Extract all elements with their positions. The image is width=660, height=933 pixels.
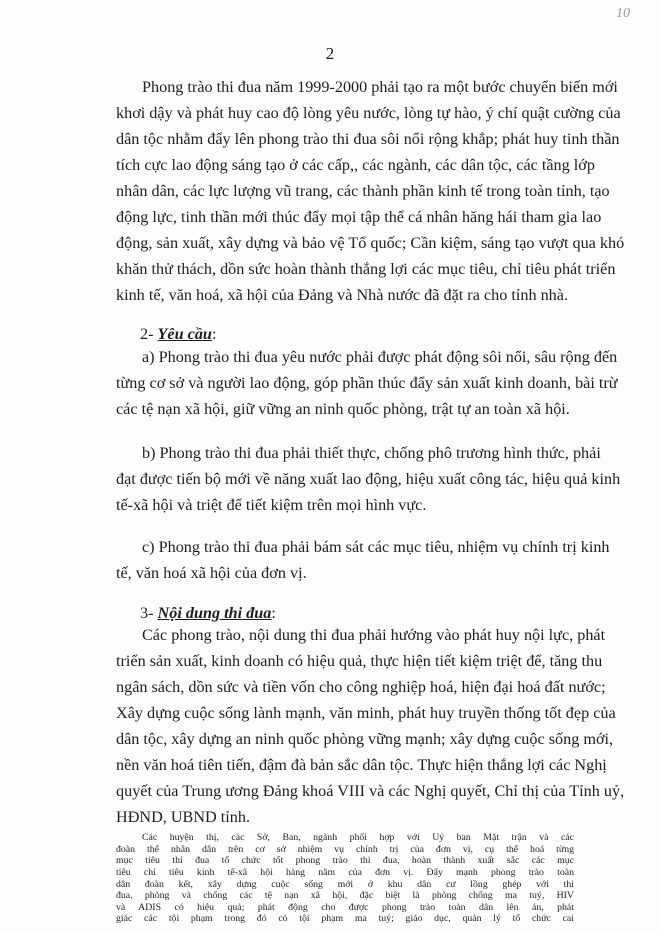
- paragraph-line: a) Phong trào thi đua yêu nước phải được phát động sôi nổi, sâu rộng đến: [142, 348, 618, 366]
- paragraph-line: tiêu chỉ tiêu kinh tế-xã hội hàng năm của đơn vị. Đẩy mạnh phong trào toàn: [116, 866, 574, 878]
- paragraph-line: tế-xã hội và triệt để tiết kiệm trên mọi hình vực.: [116, 496, 427, 514]
- paragraph-line: dân tộc, xây dựng an ninh quốc phòng vững mạnh; xây dựng cuộc sống mới,: [116, 730, 614, 748]
- section-number: 3-: [140, 604, 154, 622]
- paragraph-line: Phong trào thi đua năm 1999-2000 phải tạo ra một bước chuyển biến mới: [142, 78, 618, 96]
- section-heading-content: [140, 603, 276, 623]
- paragraph-line: đoàn thể nhân dân trên cơ sở nhiệm vụ chính trị của đơn vị, cụ thể hoá từng: [116, 843, 574, 855]
- section-suffix: :: [211, 325, 217, 343]
- paragraph-line: kinh tế, văn hoá, xã hội của Đảng và Nhà nước đã đặt ra cho tỉnh nhà.: [116, 286, 569, 304]
- paragraph-line: giác các tội phạm trong đó có tội phạm ma tuý; giáo dục, quản lý tổ chức cai: [116, 913, 574, 925]
- paragraph-line: dân tộc nhằm đẩy lên phong trào thi đua sôi nổi rộng khắp; phát huy tinh thần: [116, 130, 620, 148]
- paragraph-line: c) Phong trào thi đua phải bám sát các mục tiêu, nhiệm vụ chính trị kinh: [142, 538, 610, 556]
- paragraph-line: b) Phong trào thi đua phải thiết thực, chống phô trương hình thức, phải: [142, 444, 601, 462]
- section-suffix: :: [271, 604, 276, 622]
- section-number: 2-: [140, 325, 154, 343]
- paragraph-line: động lực, tinh thần mới thúc đẩy mọi tập thể cá nhân hăng hái tham gia lao: [116, 208, 602, 226]
- paragraph-line: HĐND, UBND tỉnh.: [116, 808, 250, 826]
- paragraph-line: quyết của Trung ương Đảng khoá VIII và các Nghị quyết, Chỉ thị của Tỉnh uỷ,: [116, 782, 625, 800]
- paragraph-line: nền văn hoá tiên tiến, đậm đà bản sắc dân tộc. Thực hiện thắng lợi các Nghị: [116, 756, 607, 774]
- paragraph-line: ngân sách, dồn sức và tiền vốn cho công nghiệp hoá, hiện đại hoá đất nước;: [116, 678, 606, 696]
- page-number: 2: [325, 44, 335, 63]
- paragraph-line: khơi dậy và phát huy cao độ lòng yêu nước, lòng tự hào, ý chí quật cường của: [116, 104, 621, 122]
- paragraph-line: tích cực lao động sáng tạo ở các cấp,, các ngành, các dân tộc, các tầng lớp: [116, 156, 595, 174]
- paragraph-line: đạt được tiến bộ mới về năng xuất lao động, hiệu xuất công tác, hiệu quả kinh: [116, 470, 621, 488]
- section-title: Nội dung thi đua: [157, 604, 272, 622]
- paragraph-line: triển sản xuất, kinh doanh có hiệu quả, thực hiện tiết kiệm triệt để, tăng thu: [116, 652, 603, 670]
- paragraph-line: tế, văn hoá xã hội của đơn vị.: [116, 564, 307, 582]
- paragraph-line: từng cơ sở và người lao động, góp phần thúc đẩy sản xuất kinh doanh, bài trừ: [116, 374, 618, 392]
- paragraph-line: mục tiêu thi đua tổ chức tốt phong trào thi đua, hoàn thành xuất sắc các mục: [116, 855, 574, 867]
- paragraph-line: Các huyện thị, các Sở, Ban, ngành phối hợp với Uỷ ban Mặt trận và các: [142, 832, 574, 843]
- paragraph-line: động, sản xuất, xây dựng và bảo vệ Tổ quốc; Cần kiệm, sáng tạo vượt qua khó: [116, 234, 625, 252]
- handwritten-page-mark: 10: [616, 6, 630, 21]
- paragraph-line: Các phong trào, nội dung thi đua phải hướng vào phát huy nội lực, phát: [142, 626, 606, 644]
- paragraph-line: và ADIS có hiệu quả; phát động cho được phong trào toàn dân lên án, phát: [116, 901, 574, 913]
- paragraph-line: nhân dân, các lực lượng vũ trang, các thành phần kinh tế trong toàn tỉnh, tạo: [116, 182, 610, 200]
- paragraph-line: các tệ nạn xã hội, giữ vững an ninh quốc phòng, trật tự an toàn xã hội.: [116, 400, 570, 418]
- paragraph-line: dân đoàn kết, xây dựng cuộc sống mới ở khu dân cư lồng ghép với thi: [116, 878, 574, 890]
- paragraph-line: Xây dựng cuộc sống lành mạnh, văn minh, phát huy truyền thống tốt đẹp của: [116, 704, 616, 722]
- paragraph-line: đua, phòng và chống các tệ nạn xã hội, đặc biệt là phòng chống ma tuý, HIV: [116, 890, 574, 902]
- section-title: Yêu cầu: [157, 325, 212, 343]
- paragraph-line: khăn thử thách, dồn sức hoàn thành thắng lợi các mục tiêu, chỉ tiêu phát triển: [116, 260, 616, 278]
- section-heading-requirements: [140, 324, 216, 344]
